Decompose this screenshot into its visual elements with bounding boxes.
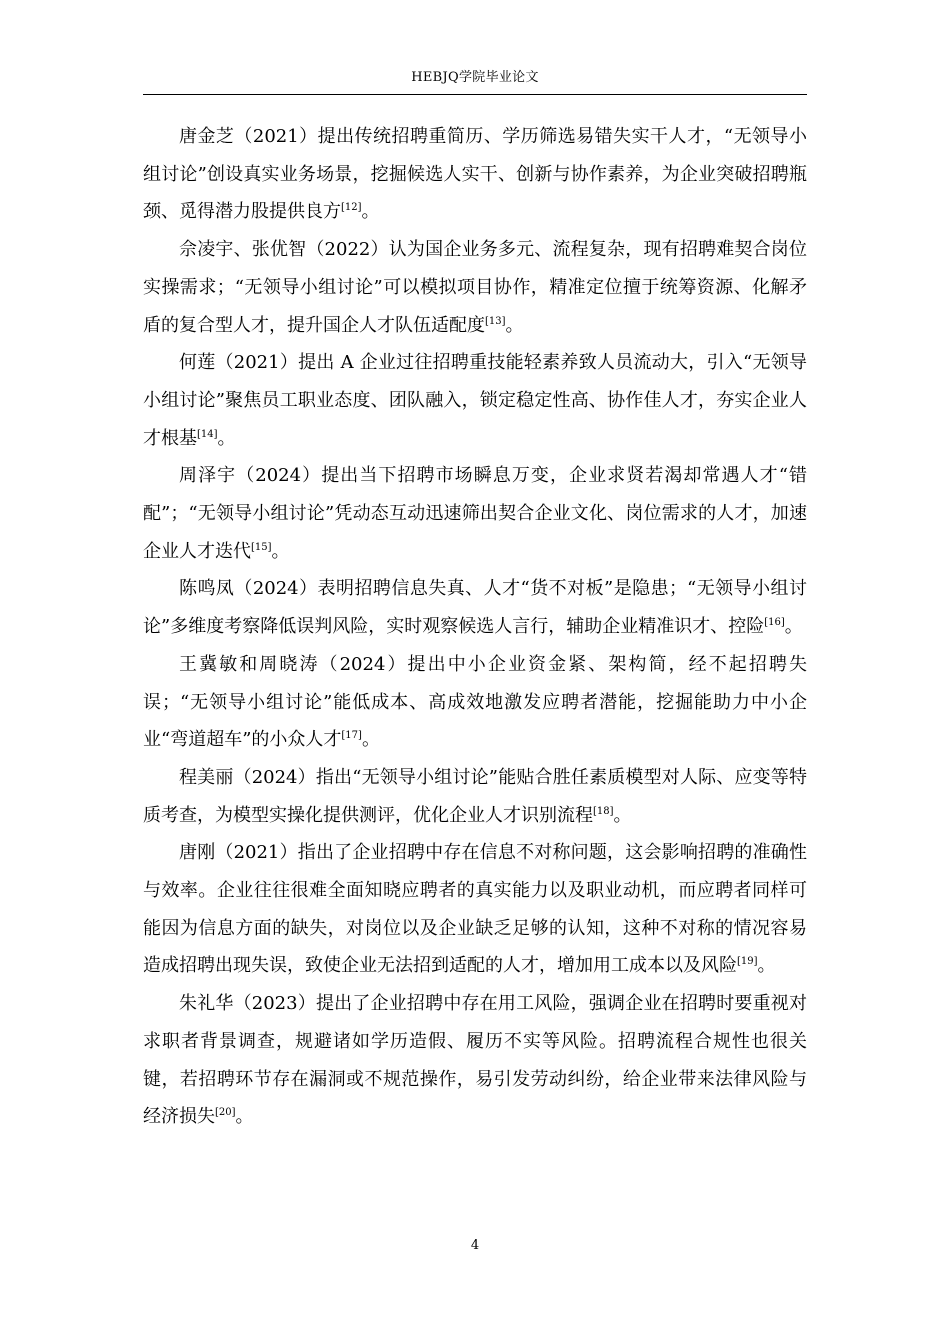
paragraph-end: 。 <box>361 201 380 223</box>
citation-ref: [20] <box>215 1107 236 1119</box>
paragraph-end: 。 <box>271 540 290 562</box>
paragraph-8 <box>143 834 807 985</box>
paragraph-end: 。 <box>217 427 236 449</box>
paragraph-text: 程美丽（2024）指出“无领导小组讨论”能贴合胜任素质模型对人际、应变等特质考查，为模型实操化提供测评，优化企业人才识别流程 <box>143 766 807 826</box>
citation-ref: [13] <box>485 315 506 327</box>
header-divider <box>143 94 807 95</box>
paragraph-text: 朱礼华（2023）提出了企业招聘中存在用工风险，强调企业在招聘时要重视对求职者背景调查，规避诸如学历造假、履历不实等风险。招聘流程合规性也很关键，若招聘环节存在漏洞或不规范操作，易引发劳动纠纷，给企业带来法律风险与经济损失 <box>143 993 807 1128</box>
paragraph-end: 。 <box>361 729 380 751</box>
citation-ref: [18] <box>593 805 614 817</box>
citation-ref: [14] <box>197 428 218 440</box>
citation-ref: [17] <box>341 730 362 742</box>
paragraph-text: 佘凌宇、张优智（2022）认为国企业务多元、流程复杂，现有招聘难契合岗位实操需求；“无领导小组讨论”可以模拟项目协作，精准定位擅于统筹资源、化解矛盾的复合型人才，提升国企人才队伍适配度 <box>143 239 807 336</box>
paragraph-6 <box>143 646 807 759</box>
page-number: 4 <box>470 1238 480 1253</box>
paragraph-text: 王冀敏和周晓涛（2024）提出中小企业资金紧、架构简，经不起招聘失误；“无领导小组讨论”能低成本、高成效地激发应聘者潜能，挖掘能助力中小企业“弯道超车”的小众人才 <box>143 653 807 751</box>
paragraph-end: 。 <box>613 804 632 826</box>
paragraph-text: 唐刚（2021）指出了企业招聘中存在信息不对称问题，这会影响招聘的准确性与效率。企业往往很难全面知晓应聘者的真实能力以及职业动机，而应聘者同样可能因为信息方面的缺失，对岗位以及企业缺乏足够的认知，这种不对称的情况容易造成招聘出现失误，致使企业无法招到适配的人才，增加用工成本以及风险 <box>143 842 807 977</box>
paragraph-9 <box>143 985 807 1136</box>
paragraph-text: 何莲（2021）提出 A 企业过往招聘重技能轻素养致人员流动大，引入“无领导小组讨论”聚焦员工职业态度、团队融入，锁定稳定性高、协作佳人才，夯实企业人才根基 <box>143 352 807 449</box>
paragraph-7 <box>143 759 807 834</box>
paragraph-text: 唐金芝（2021）提出传统招聘重简历、学历筛选易错失实干人才，“无领导小组讨论”创设真实业务场景，挖掘候选人实干、创新与协作素养，为企业突破招聘瓶颈、觅得潜力股提供良方 <box>143 126 807 223</box>
paragraph-4 <box>143 457 807 570</box>
page-header: HEBJQ学院毕业论文 <box>411 70 539 85</box>
citation-ref: [19] <box>737 956 758 968</box>
paragraph-3 <box>143 344 807 457</box>
paragraph-end: 。 <box>505 314 524 336</box>
citation-ref: [15] <box>251 541 272 553</box>
citation-ref: [16] <box>764 617 785 629</box>
paragraph-text: 陈鸣凤（2024）表明招聘信息失真、人才“货不对板”是隐患；“无领导小组讨论”多维度考察降低误判风险，实时观察候选人言行，辅助企业精准识才、控险 <box>143 578 807 638</box>
paragraph-2 <box>143 231 807 344</box>
paragraph-5 <box>143 570 807 645</box>
paragraph-end: 。 <box>757 955 776 977</box>
main-text <box>143 118 807 1136</box>
paragraph-text: 周泽宇（2024）提出当下招聘市场瞬息万变，企业求贤若渴却常遇人才“错配”；“无领导小组讨论”凭动态互动迅速筛出契合企业文化、岗位需求的人才，加速企业人才迭代 <box>143 465 807 562</box>
paragraph-end: 。 <box>784 616 803 638</box>
citation-ref: [12] <box>341 202 362 214</box>
paragraph-end: 。 <box>235 1106 254 1128</box>
paragraph-1 <box>143 118 807 231</box>
